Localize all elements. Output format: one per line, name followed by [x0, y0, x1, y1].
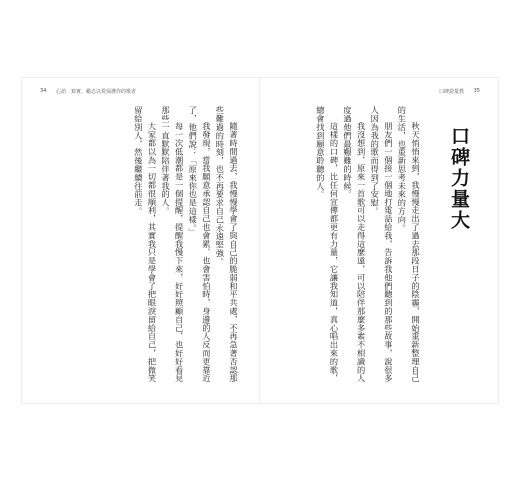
- right-page: [260, 78, 498, 403]
- left-paragraph-1: 隨著時間過去，我慢慢學會了與自己的脆弱和平共處，不再急著否認那些難過的時刻，也不再要求自己永遠堅強。: [215, 106, 239, 383]
- right-paragraph-2: 朋友們一個接一個地打電話給我，告訴我他們聽到的那些故事，說很多人因為我的歌而得到了安慰。: [370, 106, 394, 383]
- left-paragraph-3: 每一次低潮都是一個提醒，提醒我慢下來，好好照顧自己，也好好看見那些一直默默陪伴著我的人。: [161, 106, 185, 383]
- right-running-head: 口碑證量教: [438, 89, 464, 95]
- left-paragraph-2: 我發現，當我願意承認自己也會累、也會害怕時，身邊的人反而更靠近了，他們說：「原來你也是這樣。」: [188, 106, 212, 383]
- book-spread: [22, 78, 498, 403]
- right-paragraph-4: 這樣的口碑，比任何宣傳都更有力量，它讓我知道，真心唱出來的歌，總會找到願意聆聽的人。: [315, 106, 340, 383]
- left-running-head: 心語 寫實、勵志以愛保護你的歌者: [56, 89, 137, 95]
- left-page: [22, 78, 260, 403]
- right-body-text: [272, 106, 422, 388]
- left-body-text: [44, 106, 240, 388]
- left-page-number: 34: [40, 88, 47, 94]
- right-paragraph-3: 我沒想到，原來一首歌可以走得這麼遠，可以陪伴那麼多素不相識的人度過他們最艱難的時候。: [343, 106, 367, 383]
- left-paragraph-4: 大家都以為一切都很順利，其實我只是學會了把眼淚留給自己，把微笑留給別人，然後繼續往前走。: [133, 106, 158, 383]
- right-page-number: 35: [473, 88, 480, 94]
- chapter-title: 口碑力量大: [448, 126, 470, 231]
- right-paragraph-1: 秋天悄悄來到，我慢慢走出了過去那段日子的陰霾，開始重新整理自己的生活，也重新思考未來的方向。: [397, 106, 421, 383]
